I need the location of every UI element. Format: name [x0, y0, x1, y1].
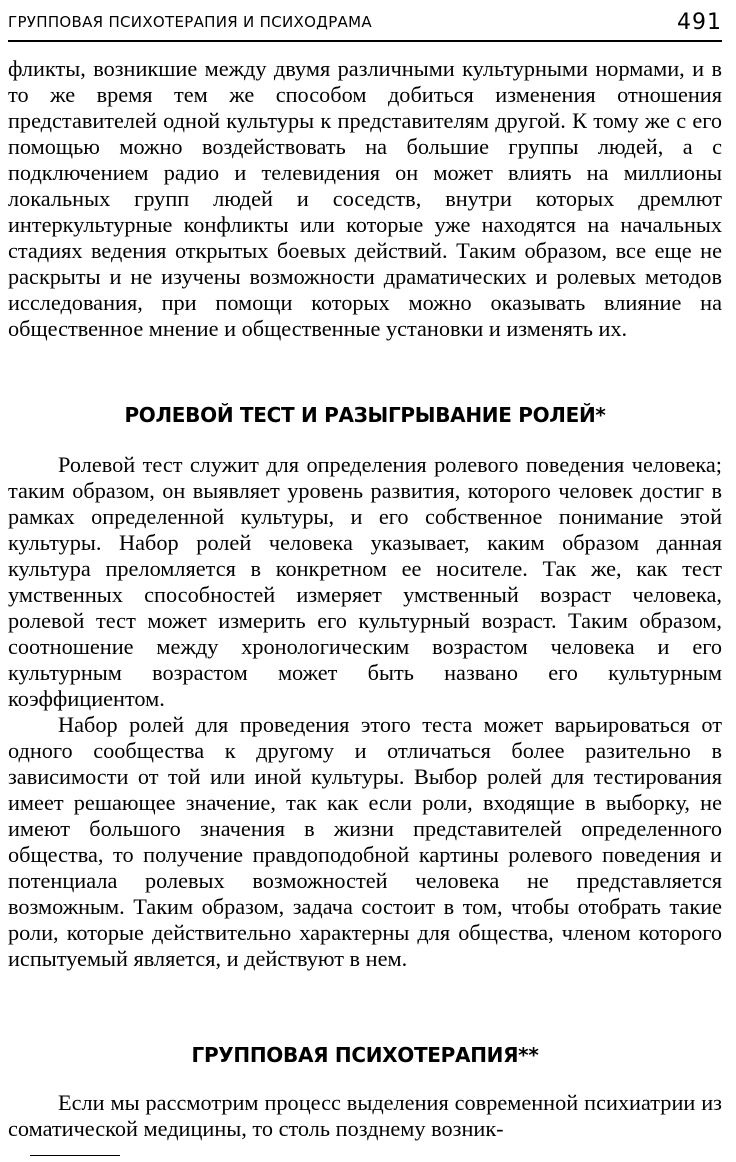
section-heading-group-psychotherapy: ГРУППОВАЯ ПСИХОТЕРАПИЯ** — [191, 1043, 539, 1067]
paragraph-continuation: фликты, возникшие между двумя различными культурными нормами, и в то же время тем же способом добиться изменения отношения представителей одной культуры к представителям другой. К тому же с его помощью можно воздействовать на большие группы людей, а с подключением радио и телевидения он может влиять на миллионы локальных групп людей и соседств, внутри которых дремлют интеркультурные конфликты или которые уже находятся на начальных стадиях ведения открытых боевых действий. Таким образом, все еще не раскрыты и не изучены возможности драматических и ролевых методов исследования, при помощи которых можно оказывать влияние на общественное мнение и общественные установки и изменять их. — [8, 56, 722, 341]
page-number: 491 — [677, 10, 722, 35]
running-head — [8, 10, 722, 42]
section-heading-role-test: РОЛЕВОЙ ТЕСТ И РАЗЫГРЫВАНИЕ РОЛЕЙ* — [124, 403, 606, 427]
paragraph-role-set: Набор ролей для проведения этого теста может варьироваться от одного сообщества к другому и отличаться более разительно в зависимости от той или иной культуры. Выбор ролей для тестирования имеет решающее значение, так как если роли, входящие в выборку, не имеют большого значения в жизни представителей определенного общества, то получение правдоподобной картины ролевого поведения и потенциала ролевых возможностей человека не представляется возможным. Таким образом, задача состоит в том, чтобы отобрать такие роли, которые действительно характерны для общества, членом которого испытуемый является, и действуют в нем. — [8, 712, 722, 971]
footnote-rule — [30, 1155, 120, 1156]
paragraph-role-test-definition: Ролевой тест служит для определения ролевого поведения человека; таким образом, он выявляет уровень развития, которого человек достиг в рамках определенной культуры, и его собственное понимание этой культуры. Набор ролей человека указывает, каким образом данная культура преломляется в конкретном ее носителе. Так же, как тест умственных способностей измеряет умственный возраст человека, ролевой тест может измерить его культурный возраст. Таким образом, соотношение между хронологическим возрастом человека и его культурным возрастом может быть названо его культурным коэффициентом. — [8, 452, 722, 711]
running-title: ГРУППОВАЯ ПСИХОТЕРАПИЯ И ПСИХОДРАМА — [8, 13, 372, 31]
paragraph-group-psychotherapy-start: Если мы рассмотрим процесс выделения современной психиатрии из соматической медицины, то столь позднему возник- — [8, 1090, 722, 1141]
